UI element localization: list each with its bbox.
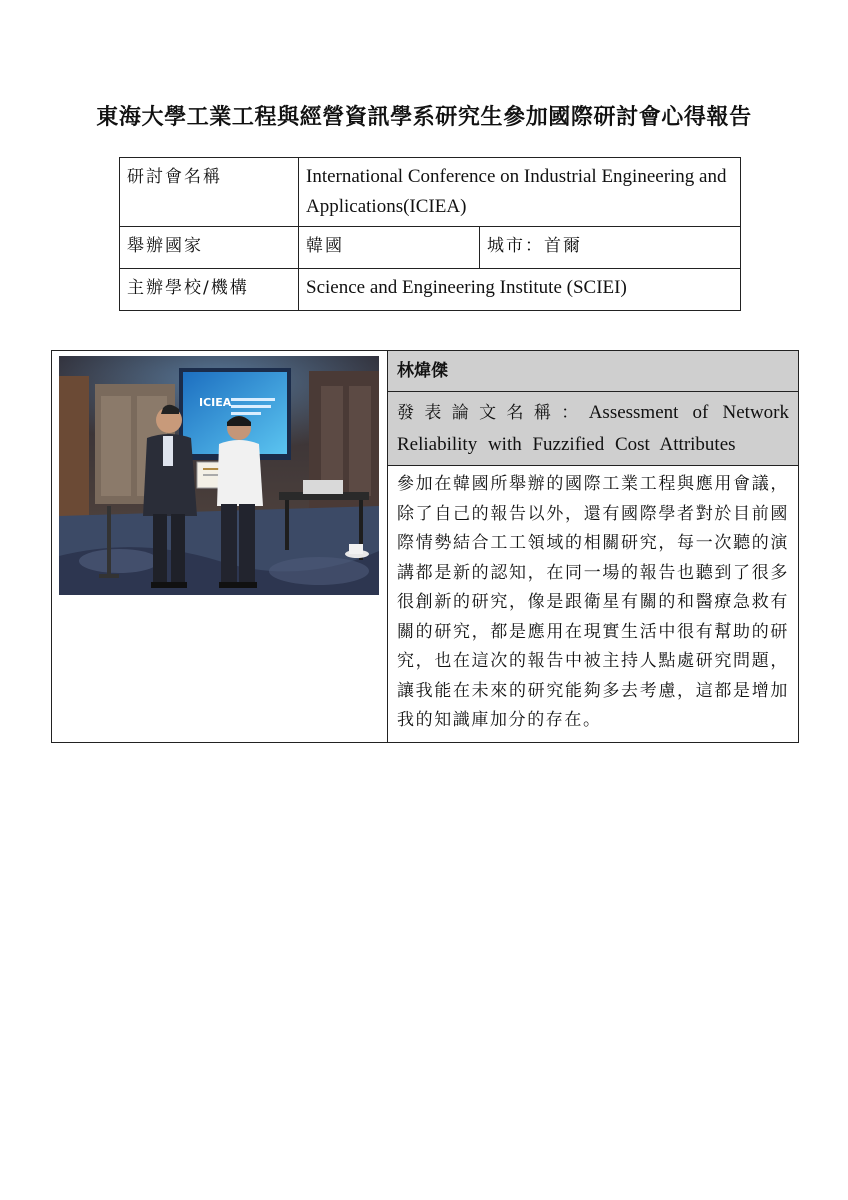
conference-name-row <box>120 158 741 227</box>
country-value: 韓國 <box>299 227 480 269</box>
reflection-text: 參加在韓國所舉辦的國際工業工程與應用會議，除了自己的報告以外，還有國際學者對於目前國際情勢結合工工領域的相關研究，每一次聽的演講都是新的認知，在同一場的報告也聽到了很多很創新的研究，像是跟衛星有關的和醫療急救有關的研究，都是應用在現實生活中很有幫助的研究，也在這次的報告中被主持人點處研究問題，讓我能在未來的研究能夠多去考慮，這都是增加我的知識庫加分的存在。 <box>388 466 799 743</box>
host-row <box>120 269 741 311</box>
award-photo <box>59 356 379 595</box>
country-label: 舉辦國家 <box>120 227 299 269</box>
conference-name-label: 研討會名稱 <box>120 158 299 227</box>
student-name: 林煒傑 <box>388 351 799 392</box>
screen-logo-text: ICIEA <box>199 396 232 409</box>
photo-cell <box>52 351 388 743</box>
country-row <box>120 227 741 269</box>
student-row <box>52 351 799 392</box>
host-value: Science and Engineering Institute (SCIEI) <box>299 269 741 311</box>
conference-info-table <box>119 157 741 311</box>
report-table <box>51 350 799 743</box>
conference-name-value: International Conference on Industrial Engineering and Applications(ICIEA) <box>299 158 741 227</box>
document-title: 東海大學工業工程與經營資訊學系研究生參加國際研討會心得報告 <box>96 104 752 130</box>
city-field: 城市：首爾 <box>480 227 741 269</box>
paper-title-value: Assessment of Network Reliability with Fuzzified Cost Attributes <box>397 402 790 455</box>
paper-title-label: 發表論文名稱： <box>397 403 589 423</box>
paper-title-cell <box>388 392 799 466</box>
host-label: 主辦學校/機構 <box>120 269 299 311</box>
